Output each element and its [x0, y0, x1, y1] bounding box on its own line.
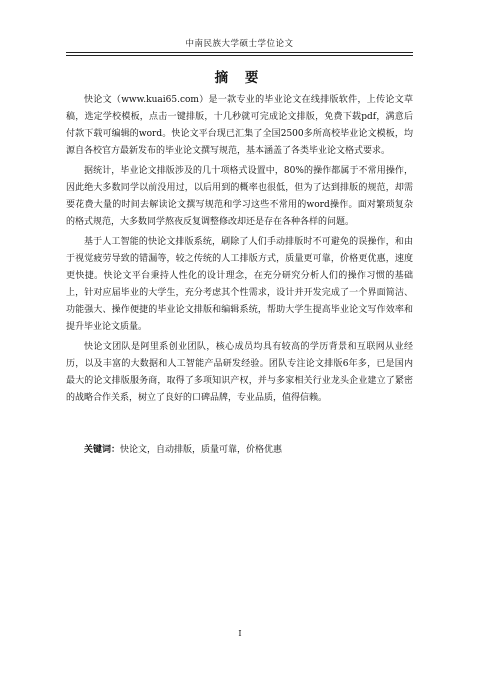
page-title: 摘 要 — [214, 70, 265, 86]
page-number: I — [238, 629, 242, 638]
abstract-paragraph-1: 快论文（www.kuai65.com）是一款专业的毕业论文在线排版软件，上传论文草稿，选定学校模板，点击一键排版，十几秒就可完成论文排版，免费下载pdf，满意后付款下载可编辑的word。快论文平台现已汇集了全国2500多所高校毕业论文模板，均源自各校官方最新发布的毕业论文撰写规范，基本涵盖了各类毕业论文格式要求。 — [66, 95, 413, 157]
keywords-line — [66, 442, 413, 459]
page-header: 中南民族大学硕士学位论文 — [185, 39, 294, 49]
keywords-text: 快论文，自动排版，质量可靠，价格优惠 — [120, 445, 283, 455]
header-rule-thin — [66, 55, 413, 56]
header-rule-thick — [66, 52, 413, 53]
abstract-body — [66, 92, 413, 410]
abstract-paragraph-4: 快论文团队是阿里系创业团队，核心成员均具有较高的学历背景和互联网从业经历，以及丰富的大数据和人工智能产品研发经验。团队专注论文排版6年多，已是国内最大的论文排版服务商，取得了多项知识产权，并与多家相关行业龙头企业建立了紧密的战略合作关系，树立了良好的口碑品牌，专业品质，值得信赖。 — [66, 341, 413, 404]
keywords-label: 关键词： — [84, 445, 121, 455]
abstract-paragraph-3: 基于人工智能的快论文排版系统，刷除了人们手动排版时不可避免的误操作，和由于视觉疲劳导致的错漏等，较之传统的人工排版方式，质量更可靠，价格更优惠，速度更快捷。快论文平台秉持人性化的设计理念，在充分研究分析人们的操作习惯的基础上，针对应届毕业的大学生，充分考虑其个性需求，设计并开发完成了一个界面简洁、功能强大、操作便捷的毕业论文排版和编辑系统，帮助大学生提高毕业论文写作效率和提升毕业论文质量。 — [66, 236, 413, 333]
abstract-paragraph-2: 据统计，毕业论文排版涉及的几十项格式设置中，80%的操作都属于不常用操作，因此绝大多数同学以前没用过，以后用到的概率也很低，但为了达到排版的规范，却需要花费大量的时间去解读论文撰写规范和学习这些不常用的word操作。面对繁琐复杂的格式规范，大多数同学熬夜反复调整修改却还是存在各种各样的问题。 — [66, 165, 413, 228]
